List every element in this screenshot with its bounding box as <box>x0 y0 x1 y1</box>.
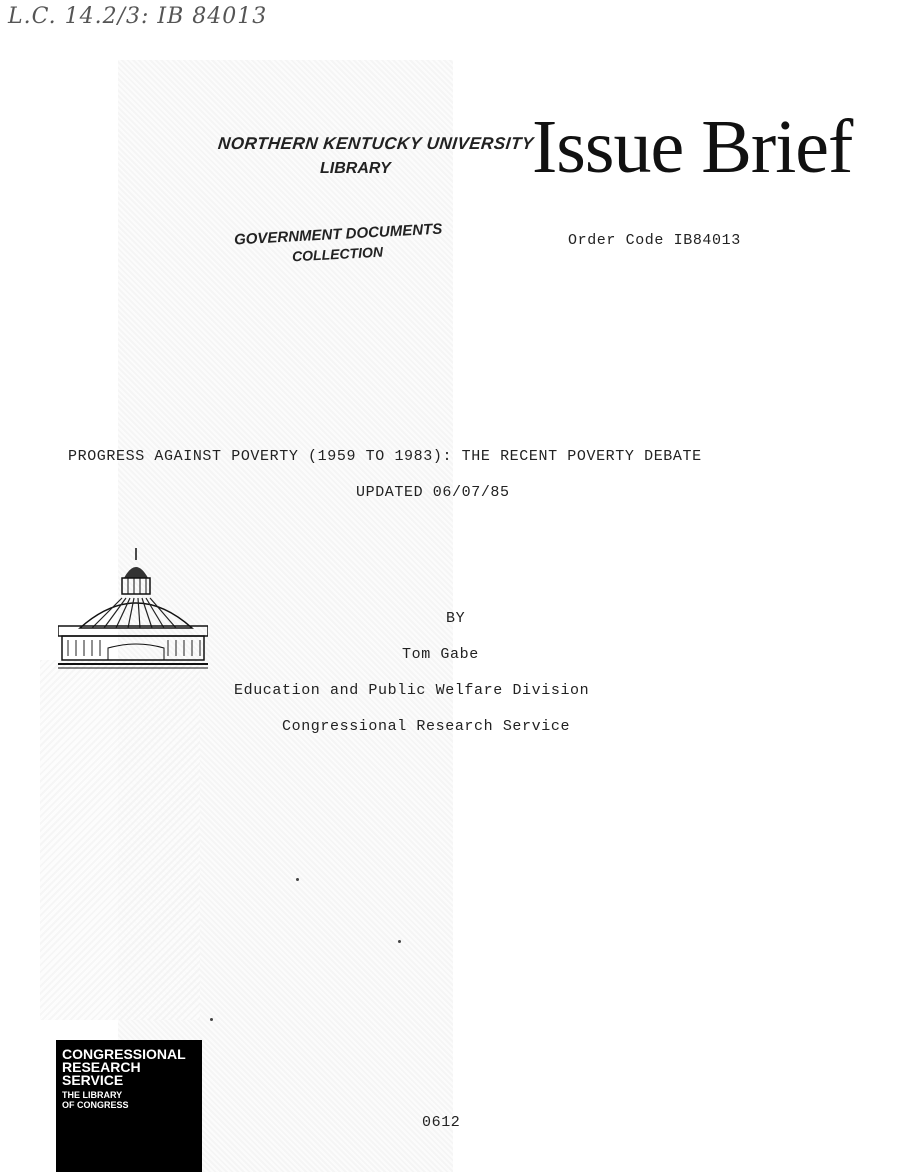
by-label: BY <box>446 610 466 627</box>
capitol-dome-icon <box>58 548 208 670</box>
library-stamp-line1: NORTHERN KENTUCKY UNIVERSITY <box>217 134 535 153</box>
crs-logo-line3: SERVICE <box>62 1072 124 1088</box>
issue-brief-heading: Issue Brief <box>532 105 853 189</box>
author-name: Tom Gabe <box>402 646 479 663</box>
crs-logo <box>56 1040 202 1172</box>
crs-logo-line1: CONGRESSIONAL <box>62 1046 186 1062</box>
page-number: 0612 <box>422 1114 461 1131</box>
library-stamp-line2: LIBRARY <box>320 160 391 177</box>
order-code: Order Code IB84013 <box>568 232 741 249</box>
crs-logo-line2: RESEARCH <box>62 1059 141 1075</box>
crs-logo-line5: OF CONGRESS <box>62 1100 129 1110</box>
scan-speck <box>398 940 401 943</box>
crs-logo-line4: THE LIBRARY <box>62 1090 123 1100</box>
scan-speck <box>210 1018 213 1021</box>
division-name: Education and Public Welfare Division <box>234 682 590 699</box>
service-name: Congressional Research Service <box>282 718 571 735</box>
scan-speck <box>296 878 299 881</box>
document-title: PROGRESS AGAINST POVERTY (1959 TO 1983): THE RECENT POVERTY DEBATE <box>68 448 702 465</box>
scan-shading-lower <box>40 660 200 1020</box>
updated-date: UPDATED 06/07/85 <box>356 484 510 501</box>
handwritten-call-number: L.C. 14.2/3: IB 84013 <box>8 4 268 29</box>
collection-stamp-line1: GOVERNMENT DOCUMENTS <box>233 220 443 249</box>
collection-stamp-line2: COLLECTION <box>291 243 384 265</box>
